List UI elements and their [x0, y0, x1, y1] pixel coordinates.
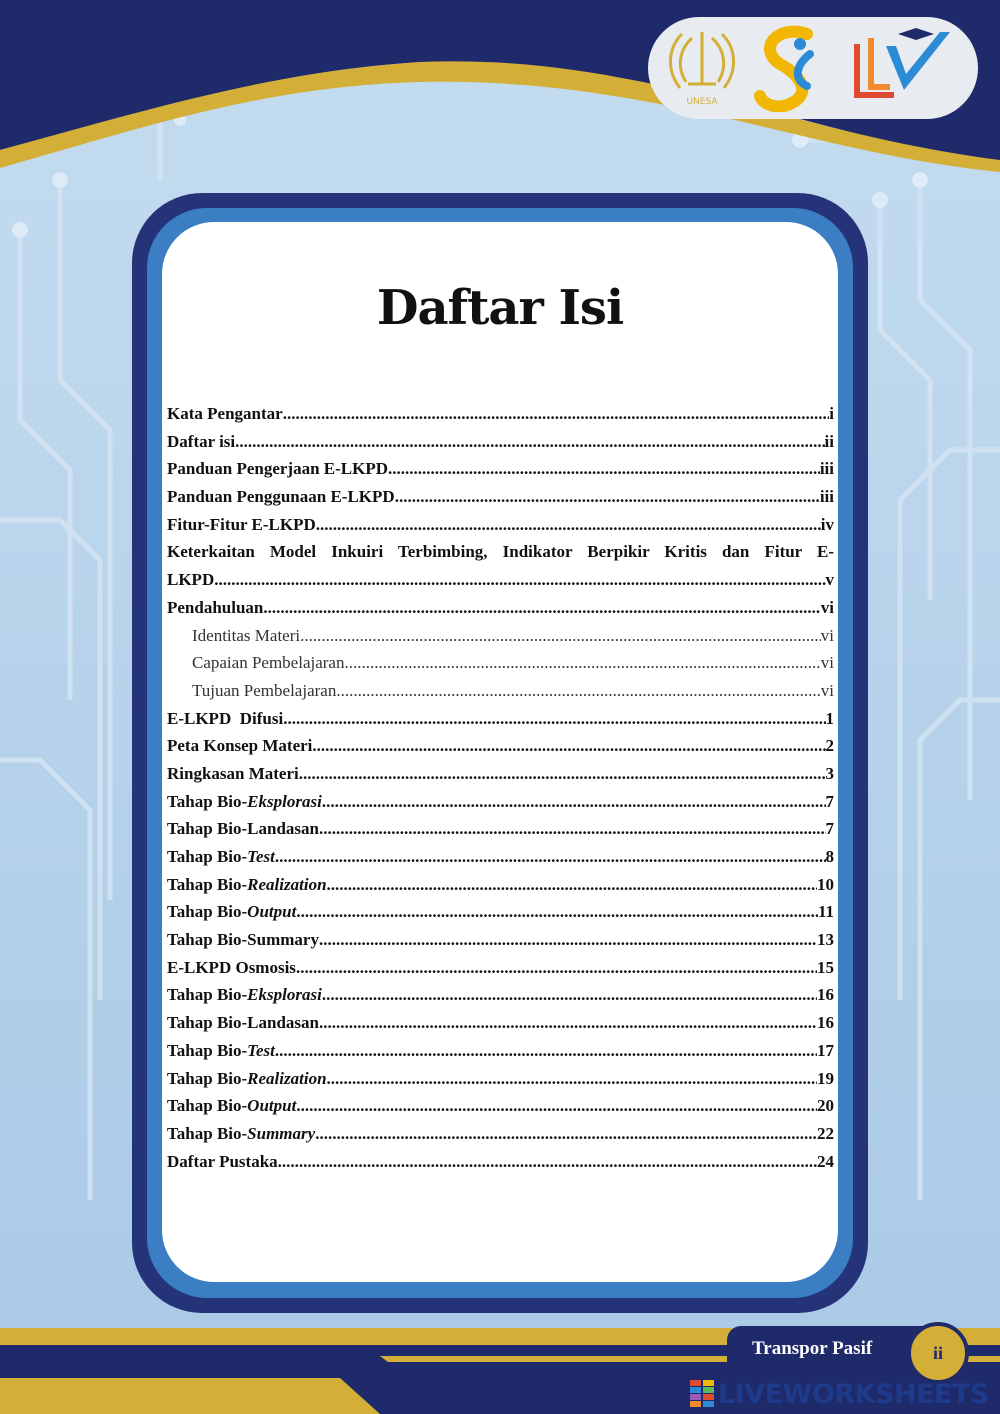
toc-entry[interactable]: Keterkaitan Model Inkuiri Terbimbing, Indikator Berpikir Kritis dan Fitur E-	[167, 542, 834, 562]
toc-entry[interactable]: Tahap Bio-Output ..... 11	[167, 902, 834, 930]
toc-entry[interactable]: Panduan Penggunaan E-LKPD ..... iii	[167, 487, 834, 515]
toc-entry[interactable]: Peta Konsep Materi ..... 2	[167, 736, 834, 764]
toc-entry[interactable]: Tahap Bio-Realization ..... 19	[167, 1069, 834, 1097]
footer-title: Transpor Pasif	[752, 1338, 873, 1359]
toc-subentry[interactable]: Identitas Materi ..... vi	[167, 626, 834, 654]
unesa-logo-icon	[662, 24, 742, 110]
page-number-badge: ii	[907, 1322, 969, 1384]
toc-entry[interactable]: Kata Pengantar ..... i	[167, 404, 834, 432]
toc-entry[interactable]: Tahap Bio-Summary ..... 13	[167, 930, 834, 958]
toc-entry[interactable]: Tahap Bio-Eksplorasi ..... 7	[167, 792, 834, 820]
liveworksheets-logo-icon	[690, 1380, 714, 1408]
toc-entry[interactable]: LKPD ..... v	[167, 570, 834, 598]
toc-entry[interactable]: Panduan Pengerjaan E-LKPD ..... iii	[167, 459, 834, 487]
liveworksheets-watermark	[690, 1378, 989, 1410]
toc-entry[interactable]: Tahap Bio-Realization ..... 10	[167, 875, 834, 903]
liveworksheets-text: LIVEWORKSHEETS	[718, 1378, 989, 1410]
toc-subentry[interactable]: Capaian Pembelajaran ..... vi	[167, 653, 834, 681]
toc-entry[interactable]: Tahap Bio-Test ..... 8	[167, 847, 834, 875]
toc-entry[interactable]: Tahap Bio-Landasan ..... 7	[167, 819, 834, 847]
toc-entry[interactable]: Tahap Bio-Summary ..... 22	[167, 1124, 834, 1152]
page-title: Daftar Isi	[376, 280, 624, 336]
toc-entry[interactable]: E-LKPD Osmosis ..... 15	[167, 958, 834, 986]
toc-entry[interactable]: Tahap Bio-Test ..... 17	[167, 1041, 834, 1069]
lv-logo-icon	[846, 24, 956, 104]
toc-entry[interactable]: Tahap Bio-Output ..... 20	[167, 1096, 834, 1124]
toc-entry[interactable]: Tahap Bio-Landasan ..... 16	[167, 1013, 834, 1041]
toc-entry[interactable]: Pendahuluan ..... vi	[167, 598, 834, 626]
table-of-contents	[167, 404, 834, 1179]
toc-entry[interactable]: Fitur-Fitur E-LKPD ..... iv	[167, 515, 834, 543]
toc-entry[interactable]: Ringkasan Materi ..... 3	[167, 764, 834, 792]
toc-entry[interactable]: Tahap Bio-Eksplorasi ..... 16	[167, 985, 834, 1013]
merdeka-logo-icon	[752, 24, 834, 112]
toc-entry[interactable]: Daftar isi ..... ii	[167, 432, 834, 460]
toc-entry[interactable]: E-LKPD Difusi ..... 1	[167, 709, 834, 737]
toc-subentry[interactable]: Tujuan Pembelajaran ..... vi	[167, 681, 834, 709]
svg-text:UNESA: UNESA	[686, 97, 718, 107]
toc-entry[interactable]: Daftar Pustaka ..... 24	[167, 1152, 834, 1180]
